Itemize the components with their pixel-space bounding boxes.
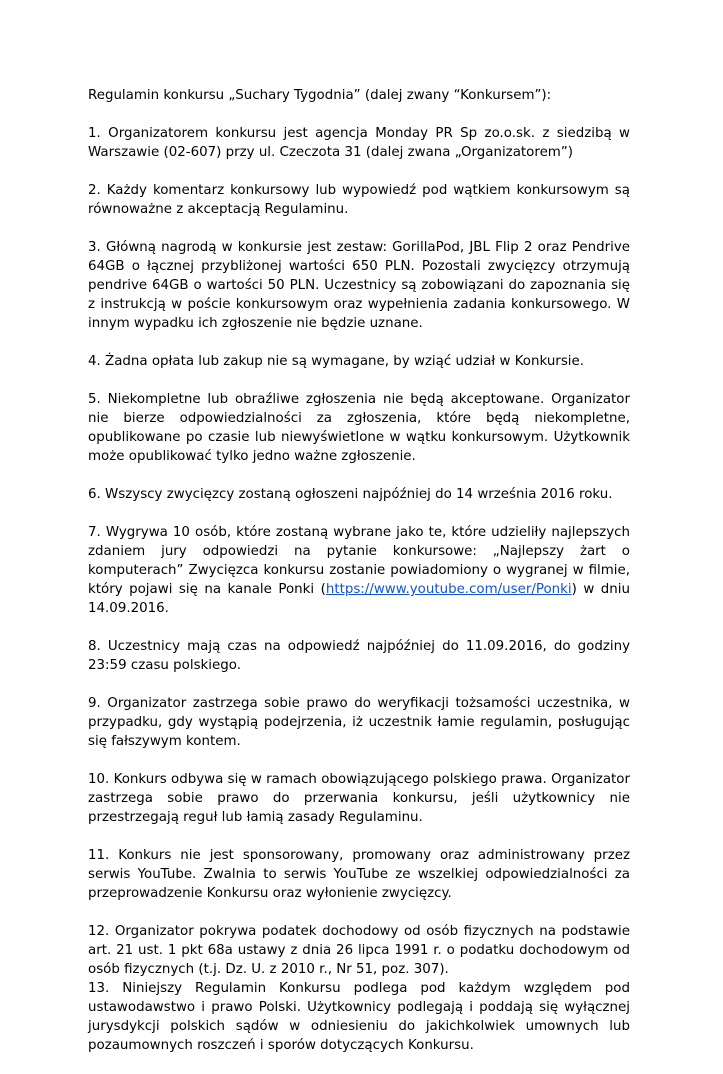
rule-7-text-before: 7. Wygrywa 10 osób, które zostaną wybrane jako te, które udzieliły najlepszych zdaniem jury odpowiedzi na pytanie konkursowe: „Najlepszy żart o komputerach” Zwycięzca konkursu zostanie powiadomiony o wygranej w filmie, który pojawi się na kanale Ponki (	[88, 525, 630, 597]
rule-9: 9. Organizator zastrzega sobie prawo do weryfikacji tożsamości uczestnika, w przypadku, gdy wystąpią podejrzenia, iż uczestnik łamie regulamin, posługując się fałszywym kontem.	[88, 696, 630, 749]
rule-11: 11. Konkurs nie jest sponsorowany, promowany oraz administrowany przez serwis YouTube. Zwalnia to serwis YouTube ze wszelkiej odpowiedzialności za przeprowadzenie Konkursu oraz wyłonienie zwycięzcy.	[88, 848, 630, 901]
rule-10: 10. Konkurs odbywa się w ramach obowiązującego polskiego prawa. Organizator zastrzega sobie prawo do przerwania konkursu, jeśli użytkownicy nie przestrzegają reguł lub łamią zasady Regulaminu.	[88, 772, 630, 825]
rule-3: 3. Główną nagrodą w konkursie jest zestaw: GorillaPod, JBL Flip 2 oraz Pendrive 64GB o łącznej przybliżonej wartości 650 PLN. Pozostali zwycięzcy otrzymują pendrive 64GB o wartości 50 PLN. Uczestnicy są zobowiązani do zapoznania się z instrukcją w poście konkursowym oraz wypełnienia zadania konkursowego. W innym wypadku ich zgłoszenie nie będzie uznane.	[88, 240, 630, 331]
rule-6: 6. Wszyscy zwycięzcy zostaną ogłoszeni najpóźniej do 14 września 2016 roku.	[88, 487, 613, 502]
document-page	[88, 86, 630, 1074]
rule-8: 8. Uczestnicy mają czas na odpowiedź najpóźniej do 11.09.2016, do godziny 23:59 czasu polskiego.	[88, 639, 630, 673]
rule-5: 5. Niekompletne lub obraźliwe zgłoszenia nie będą akceptowane. Organizator nie bierze odpowiedzialności za zgłoszenia, które będą niekompletne, opublikowane po czasie lub niewyświetlone w wątku konkursowym. Użytkownik może opublikować tylko jedno ważne zgłoszenie.	[88, 392, 630, 464]
rule-4: 4. Żadna opłata lub zakup nie są wymagane, by wziąć udział w Konkursie.	[88, 354, 585, 369]
rule-7-text-after: ) w dniu 14.09.2016.	[88, 582, 630, 616]
rule-2: 2. Każdy komentarz konkursowy lub wypowiedź pod wątkiem konkursowym są równoważne z akceptacją Regulaminu.	[88, 183, 630, 217]
rule-7	[88, 523, 630, 618]
rule-1: 1. Organizatorem konkursu jest agencja Monday PR Sp zo.o.sk. z siedzibą w Warszawie (02-607) przy ul. Czeczota 31 (dalej zwana „Organizatorem”)	[88, 126, 630, 160]
ponki-channel-link[interactable]: https://www.youtube.com/user/Ponki	[325, 582, 572, 597]
document-title: Regulamin konkursu „Suchary Tygodnia” (dalej zwany “Konkursem”):	[88, 88, 552, 103]
rule-13: 13. Niniejszy Regulamin Konkursu podlega pod każdym względem pod ustawodawstwo i prawo Polski. Użytkownicy podlegają i poddają się wyłącznej jurysdykcji polskich sądów w odniesieniu do jakichkolwiek umownych lub pozaumownych roszczeń i sporów dotyczących Konkursu.	[88, 981, 630, 1053]
rule-12: 12. Organizator pokrywa podatek dochodowy od osób fizycznych na podstawie art. 21 ust. 1 pkt 68a ustawy z dnia 26 lipca 1991 r. o podatku dochodowym od osób fizycznych (t.j. Dz. U. z 2010 r., Nr 51, poz. 307).	[88, 924, 630, 977]
